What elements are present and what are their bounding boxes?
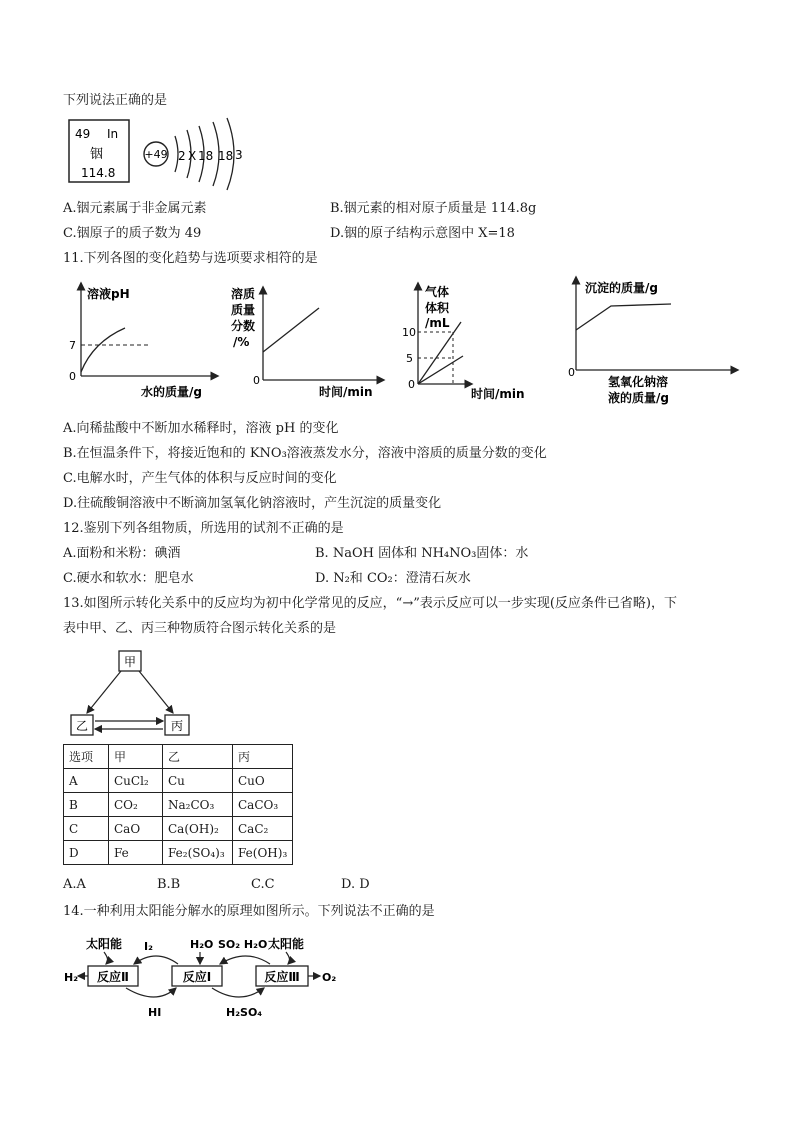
graph4-ylabel: 沉淀的质量/g: [585, 281, 658, 295]
graph-ph: [69, 286, 215, 399]
graph3-ylabel-2: 体积: [425, 301, 450, 315]
q11-option-b: B.在恒温条件下，将接近饱和的 KNO₃溶液蒸发水分，溶液中溶质的质量分数的变化: [63, 446, 547, 461]
header-cell: 乙: [163, 745, 233, 769]
graph3-tick-5: 5: [406, 352, 413, 365]
table-cell: CO₂: [109, 793, 163, 817]
q14-stem: 14.一种利用太阳能分解水的原理如图所示。下列说法不正确的是: [63, 904, 435, 919]
table-row: [64, 817, 293, 841]
table-cell: CaCO₃: [233, 793, 293, 817]
graph2-ylabel-3: 分数: [231, 319, 256, 333]
table-header-row: [64, 745, 293, 769]
reaction-2: 反应Ⅱ: [97, 970, 129, 984]
label-h2o: H₂O: [190, 938, 214, 951]
table-cell: Fe₂(SO₄)₃: [163, 841, 233, 865]
q13-option-a: A.A: [63, 877, 86, 892]
table-row: [64, 793, 293, 817]
table-cell: Fe(OH)₃: [233, 841, 293, 865]
graph3-origin: 0: [408, 378, 415, 391]
label-o2: O₂: [322, 971, 337, 984]
graph4-origin: 0: [568, 366, 575, 379]
table-row: [64, 769, 293, 793]
indium-figure: [63, 112, 253, 198]
header-cell: 甲: [109, 745, 163, 769]
table-cell: CuCl₂: [109, 769, 163, 793]
table-cell: CaC₂: [233, 817, 293, 841]
q10-stem: 下列说法正确的是: [63, 93, 168, 108]
sun-label-left: 太阳能: [86, 937, 123, 951]
graph2-ylabel-4: /%: [233, 335, 250, 349]
q12-option-d: D. N₂和 CO₂：澄清石灰水: [315, 571, 471, 586]
node-bing: 丙: [170, 719, 184, 733]
q14-solar-diagram: [60, 930, 350, 1020]
graph4-xlabel-1: 氢氧化钠溶: [608, 375, 669, 389]
table-cell: C: [64, 817, 109, 841]
reaction-1: 反应Ⅰ: [182, 970, 212, 984]
graph2-ylabel-1: 溶质: [231, 287, 256, 301]
card-atomic-mass: 114.8: [81, 166, 116, 180]
graph3-line-o2: [418, 356, 463, 384]
reaction-3: 反应Ⅲ: [264, 970, 300, 984]
q12-option-a: A.面粉和米粉：碘酒: [63, 546, 181, 561]
label-hi: HI: [148, 1006, 162, 1019]
table-row: [64, 841, 293, 865]
graph-gas-volume: [402, 284, 525, 401]
graph1-xlabel: 水的质量/g: [141, 385, 202, 399]
label-so2-h2o: SO₂ H₂O: [218, 938, 268, 951]
graph1-curve: [81, 328, 125, 372]
sun-label-right: 太阳能: [268, 937, 305, 951]
graph3-line-h2: [418, 322, 461, 384]
shell-2: X: [188, 149, 197, 163]
q13-option-d: D. D: [341, 877, 370, 892]
label-h2so4: H₂SO₄: [226, 1006, 263, 1019]
table-cell: CaO: [109, 817, 163, 841]
graph-precipitate: [568, 280, 735, 405]
graph2-ylabel-2: 质量: [231, 303, 256, 317]
graph3-ylabel-1: 气体: [425, 285, 450, 299]
graph1-origin: 0: [69, 370, 76, 383]
graph2-origin: 0: [253, 374, 260, 387]
q10-option-c: C.铟原子的质子数为 49: [63, 226, 202, 241]
table-cell: Ca(OH)₂: [163, 817, 233, 841]
graph3-xlabel: 时间/min: [471, 387, 525, 401]
graph4-xlabel-2: 液的质量/g: [608, 391, 669, 405]
q11-option-c: C.电解水时，产生气体的体积与反应时间的变化: [63, 471, 337, 486]
table-cell: CuO: [233, 769, 293, 793]
table-cell: Cu: [163, 769, 233, 793]
graph3-tick-10: 10: [402, 326, 416, 339]
graph4-line: [576, 304, 671, 330]
table-cell: A: [64, 769, 109, 793]
q11-option-a: A.向稀盐酸中不断加水稀释时，溶液 pH 的变化: [63, 421, 339, 436]
shell-4: 18: [218, 149, 234, 163]
header-cell: 丙: [233, 745, 293, 769]
q13-option-b: B.B: [157, 877, 181, 892]
card-symbol: In: [107, 127, 119, 141]
header-cell: 选项: [64, 745, 109, 769]
graph3-ylabel-3: /mL: [425, 316, 450, 330]
q13-table: [63, 744, 293, 865]
graph2-xlabel: 时间/min: [319, 385, 373, 399]
nucleus-charge: +49: [144, 148, 168, 161]
label-i2: I₂: [144, 940, 153, 953]
table-cell: B: [64, 793, 109, 817]
label-h2: H₂: [64, 971, 79, 984]
node-yi: 乙: [75, 719, 89, 733]
q10-option-a: A.铟元素属于非金属元素: [63, 201, 207, 216]
q11-graphs: [63, 272, 743, 412]
q13-triangle-diagram: [63, 645, 203, 741]
q12-stem: 12.鉴别下列各组物质，所选用的试剂不正确的是: [63, 521, 344, 536]
q13-stem-line1: 13.如图所示转化关系中的反应均为初中化学常见的反应，“→”表示反应可以一步实现(反应条件已省略)，下: [63, 596, 678, 611]
table-cell: Na₂CO₃: [163, 793, 233, 817]
q11-stem: 11.下列各图的变化趋势与选项要求相符的是: [63, 251, 318, 266]
shell-3: 18: [198, 149, 214, 163]
q13-stem-line2: 表中甲、乙、丙三种物质符合图示转化关系的是: [63, 621, 337, 636]
graph1-ylabel: 溶液pH: [87, 287, 130, 301]
q10-option-b: B.铟元素的相对原子质量是 114.8g: [330, 201, 537, 216]
table-cell: Fe: [109, 841, 163, 865]
shell-5: 3: [235, 148, 243, 162]
q12-option-c: C.硬水和软水：肥皂水: [63, 571, 194, 586]
q10-option-d: D.铟的原子结构示意图中 X=18: [330, 226, 515, 241]
table-cell: D: [64, 841, 109, 865]
q13-option-c: C.C: [251, 877, 275, 892]
graph1-ref-7: 7: [69, 339, 76, 352]
shell-1: 2: [178, 149, 186, 163]
q12-option-b: B. NaOH 固体和 NH₄NO₃固体：水: [315, 546, 529, 561]
card-atomic-number: 49: [75, 127, 91, 141]
graph-mass-fraction: [231, 286, 381, 399]
card-element-name: 铟: [90, 147, 104, 162]
q11-option-d: D.往硫酸铜溶液中不断滴加氢氧化钠溶液时，产生沉淀的质量变化: [63, 496, 442, 511]
node-jia: 甲: [123, 655, 137, 669]
graph2-line: [263, 308, 319, 352]
